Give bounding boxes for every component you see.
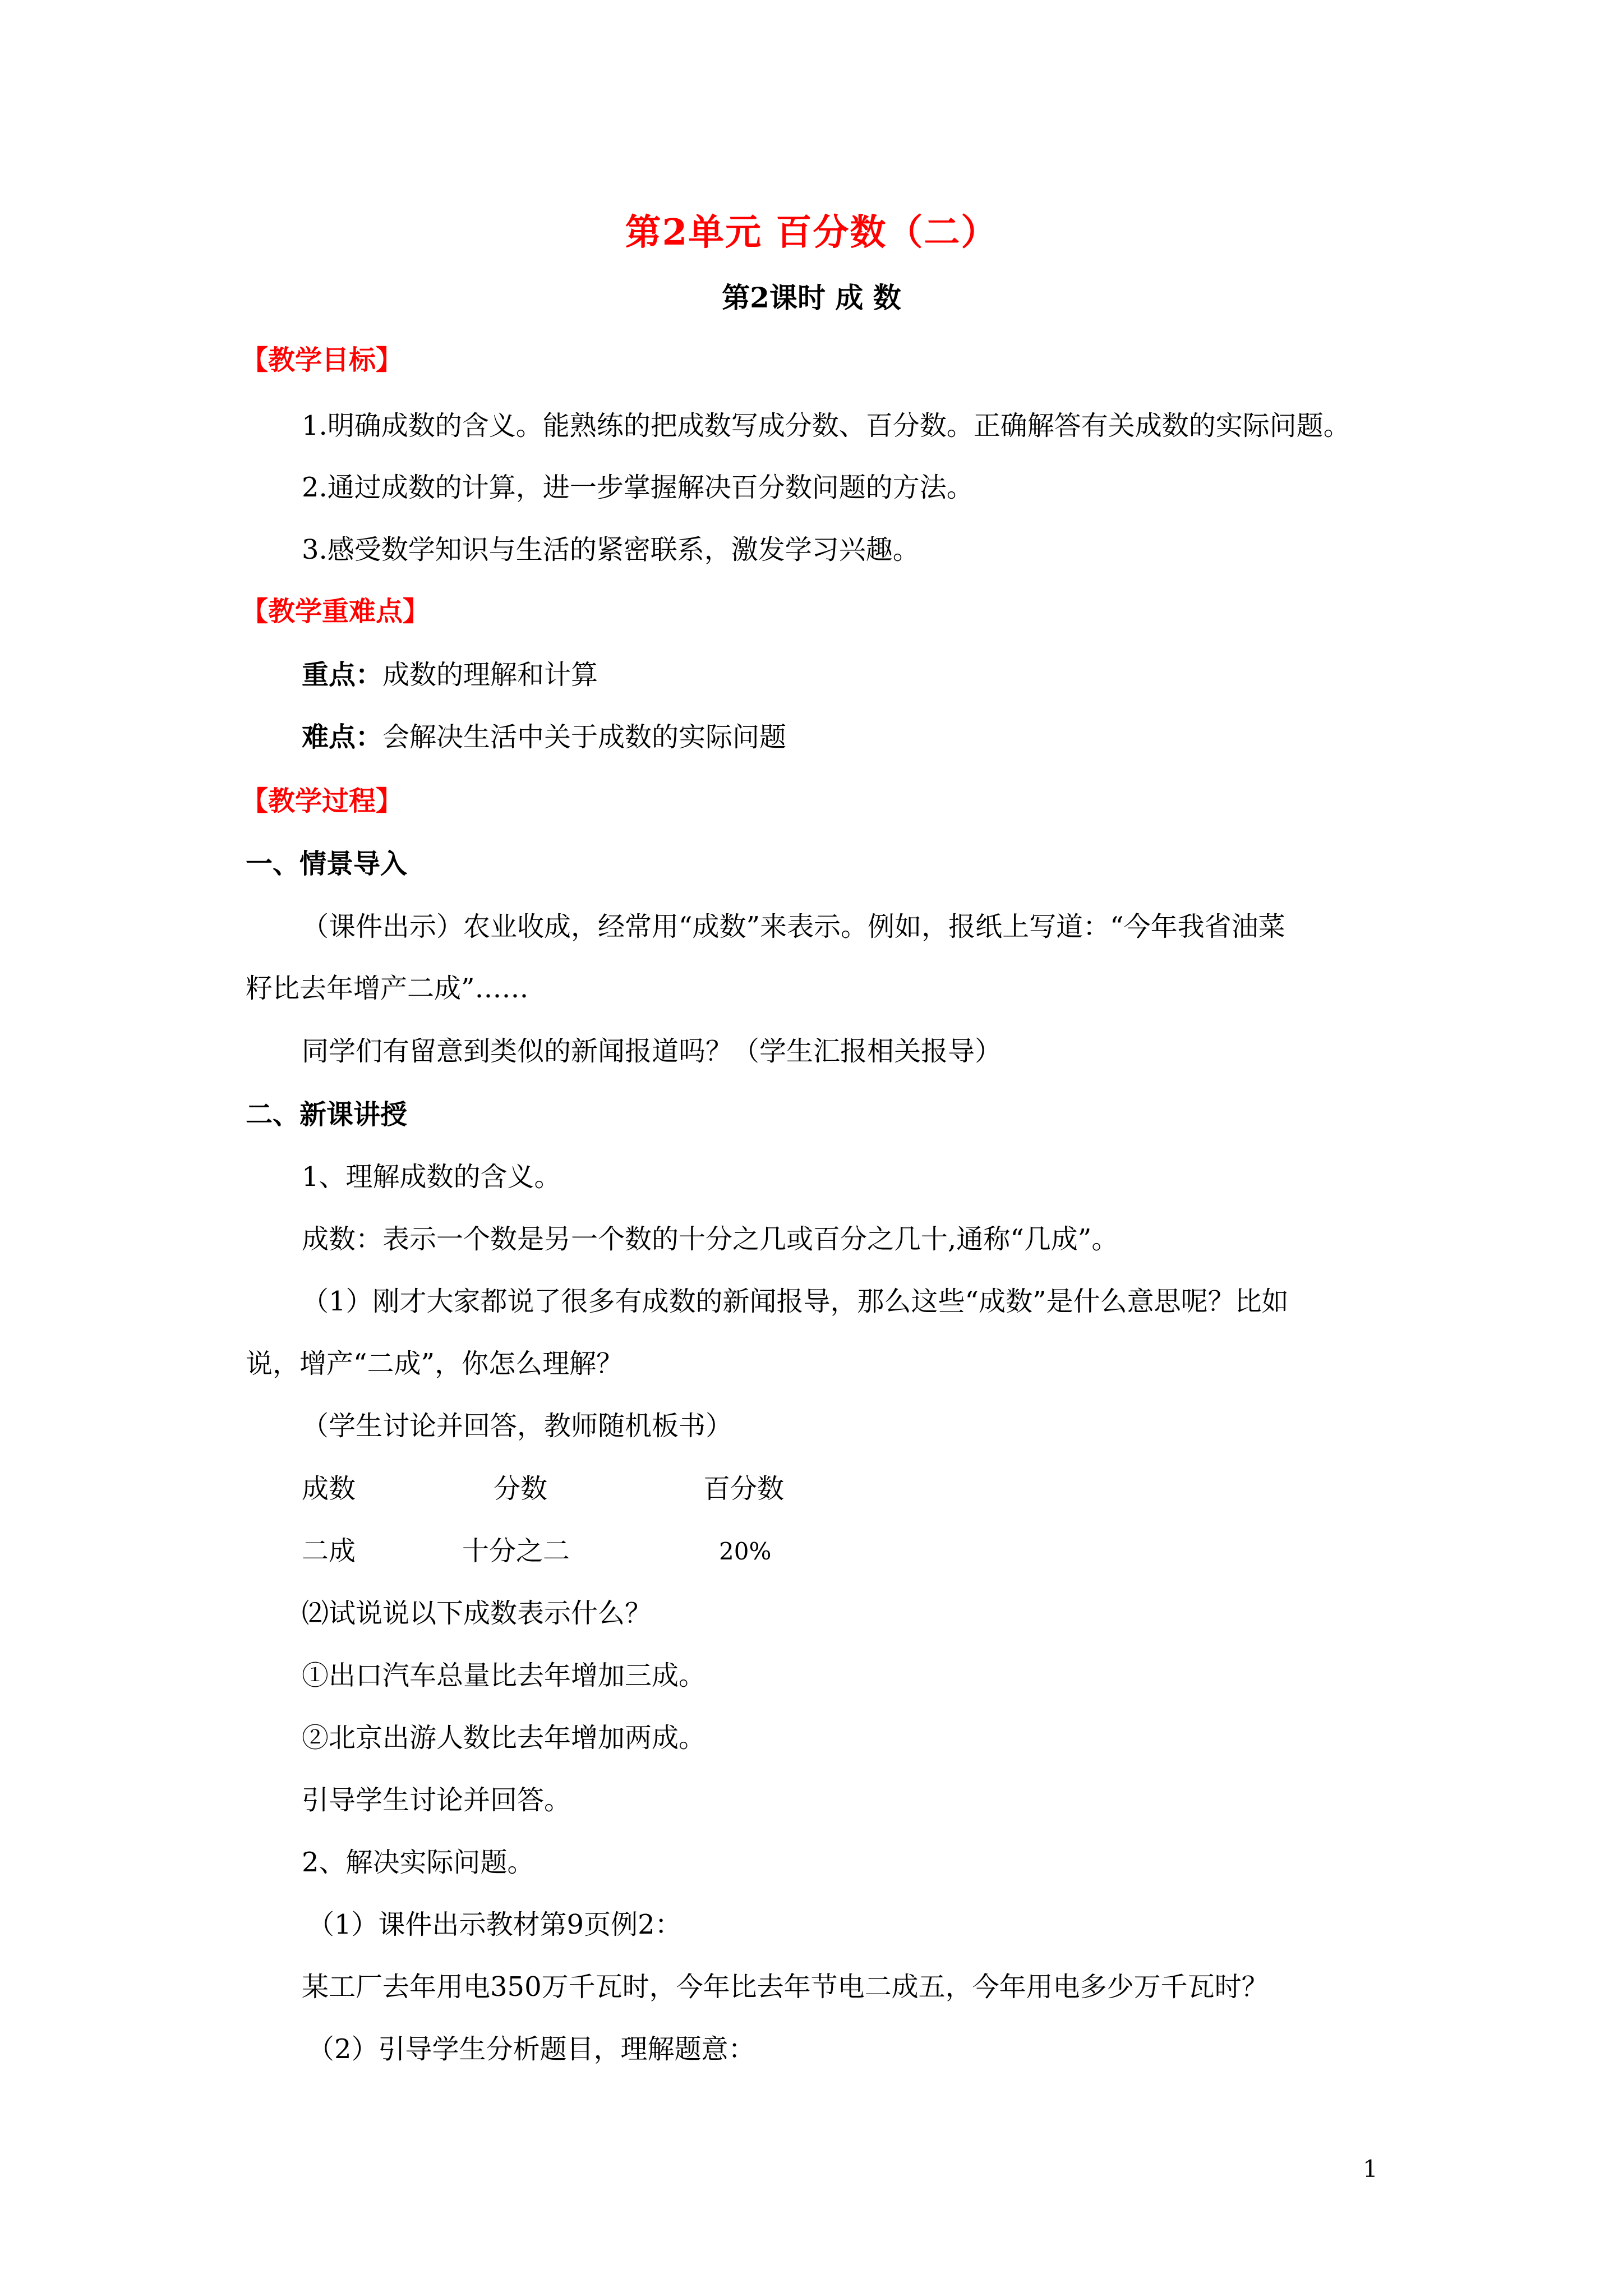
objective-3: 3.感受数学知识与生活的紧密联系，激发学习兴趣。: [302, 534, 920, 565]
section2-example-2: （2）引导学生分析题目，理解题意：: [307, 2033, 755, 2065]
table-cell-fenshu: 十分之二: [462, 1535, 570, 1567]
table-cell-chengshu: 二成: [302, 1535, 356, 1567]
section2-title: 二、新课讲授: [246, 1099, 408, 1130]
table-header-fenshu: 分数: [494, 1473, 548, 1504]
section2-example-text: 某工厂去年用电350万千瓦时，今年比去年节电二成五，今年用电多少万千瓦时？: [302, 1971, 1269, 2003]
section2-question-2-item-1: ①出口汽车总量比去年增加三成。: [302, 1660, 706, 1691]
section2-question-2: ⑵试说说以下成数表示什么？: [302, 1598, 652, 1629]
table-header-chengshu: 成数: [302, 1473, 356, 1504]
objective-1: 1.明确成数的含义。能熟练的把成数写成分数、百分数。正确解答有关成数的实际问题。: [302, 410, 1350, 441]
section2-example-1: （1）课件出示教材第9页例2：: [307, 1909, 682, 1940]
difficult-point-line: [302, 721, 787, 753]
difficult-text: 会解决生活中关于成数的实际问题: [382, 721, 787, 753]
key-label: 重点：: [302, 659, 383, 691]
key-point-line: [302, 659, 598, 691]
section2-item-1: 1、理解成数的含义。: [302, 1161, 561, 1193]
difficult-label: 难点：: [302, 721, 383, 753]
key-text: 成数的理解和计算: [382, 659, 598, 691]
page-title: 第2单元 百分数（二）: [625, 211, 998, 254]
section2-definition: 成数：表示一个数是另一个数的十分之几或百分之几十,通称“几成”。: [302, 1223, 1119, 1255]
key-points-header: 【教学重难点】: [241, 596, 430, 627]
section1-paragraph-1b: 籽比去年增产二成”……: [246, 973, 529, 1004]
section2-question-1a: （1）刚才大家都说了很多有成数的新闻报导，那么这些“成数”是什么意思呢？比如: [302, 1286, 1289, 1317]
section1-title: 一、情景导入: [246, 848, 408, 880]
page-number: 1: [1363, 2155, 1378, 2183]
section1-paragraph-1a: （课件出示）农业收成，经常用“成数”来表示。例如，报纸上写道：“今年我省油菜: [302, 911, 1285, 942]
objectives-header: 【教学目标】: [241, 344, 403, 376]
section2-item-2: 2、解决实际问题。: [302, 1847, 534, 1878]
table-cell-baifenshu: 20%: [719, 1538, 772, 1565]
objective-2: 2.通过成数的计算，进一步掌握解决百分数问题的方法。: [302, 472, 974, 503]
section2-question-2-item-2: ②北京出游人数比去年增加两成。: [302, 1722, 706, 1754]
section2-question-1b: 说，增产“二成”，你怎么理解？: [246, 1348, 624, 1379]
lesson-subtitle: 第2课时 成 数: [722, 281, 901, 314]
section2-discussion: （学生讨论并回答，教师随机板书）: [302, 1410, 733, 1442]
process-header: 【教学过程】: [241, 785, 403, 817]
section1-paragraph-2: 同学们有留意到类似的新闻报道吗？（学生汇报相关报导）: [302, 1036, 1002, 1067]
section2-guide: 引导学生讨论并回答。: [302, 1784, 571, 1816]
table-header-baifenshu: 百分数: [703, 1473, 785, 1504]
